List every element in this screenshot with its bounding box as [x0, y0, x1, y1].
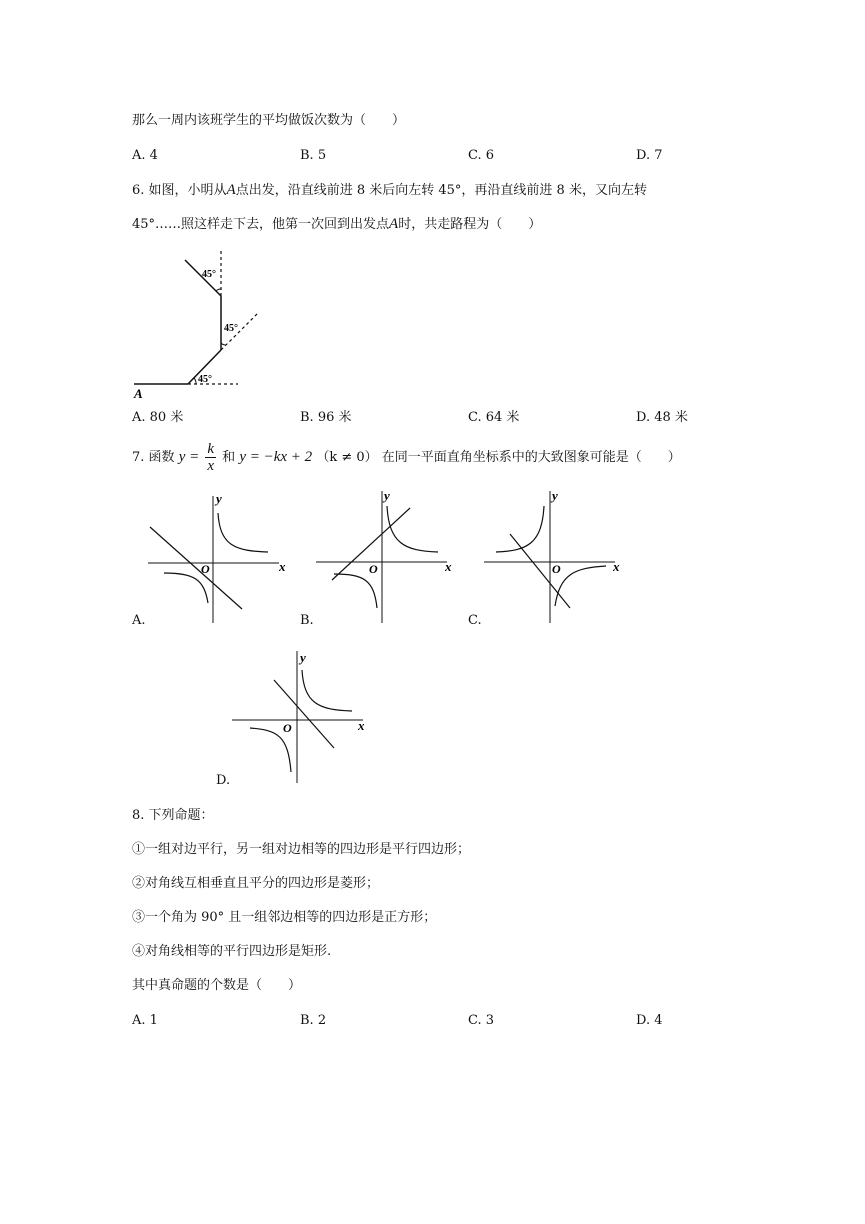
- q6-path-figure: [130, 245, 270, 403]
- q6-point-a-2: A: [389, 216, 399, 232]
- q8-prop-4: ④对角线相等的平行四边形是矩形.: [132, 944, 332, 959]
- q6-start-label: A: [134, 386, 143, 401]
- q6-option-d: D. 48 米: [636, 410, 688, 425]
- q8-question: 其中真命题的个数是（ ）: [132, 978, 302, 993]
- q8-option-b: B. 2: [300, 1013, 327, 1028]
- q7-linear: y = −kx + 2: [239, 449, 313, 465]
- q6-angle-label-1: 45°: [198, 374, 212, 385]
- q8-option-a: A. 1: [132, 1013, 158, 1028]
- q7-prefix: 7. 函数: [132, 450, 175, 465]
- q5-option-a: A. 4: [132, 148, 158, 163]
- q8-option-c: C. 3: [468, 1013, 495, 1028]
- q7-c-origin-label: O: [552, 562, 561, 576]
- q6-point-a: A: [226, 182, 236, 198]
- q6-stem-line2: [132, 214, 541, 235]
- q6-text-c: 45°……照这样走下去，他第一次回到出发点: [132, 217, 390, 232]
- q7-fraction: [205, 441, 216, 474]
- q7-frac-num: k: [207, 441, 215, 457]
- q6-option-b: B. 96 米: [300, 410, 352, 425]
- q7-option-b: B.: [300, 613, 314, 628]
- q7-y-eq: y =: [178, 449, 200, 465]
- q6-text-b: 点出发，沿直线前进 8 米后向左转 45°，再沿直线前进 8 米，又向左转: [235, 183, 647, 198]
- q7-graph-d: [230, 648, 375, 788]
- q7-a-x-label: x: [279, 559, 286, 574]
- q8-title: 8. 下列命题：: [132, 808, 214, 823]
- q7-and: 和: [222, 450, 236, 465]
- q6-angle-label-3: 45°: [202, 269, 216, 280]
- q7-graph-c: [482, 488, 627, 628]
- q7-a-origin-label: O: [201, 562, 210, 576]
- q5-option-d: D. 7: [636, 148, 663, 163]
- q7-b-origin-label: O: [369, 562, 378, 576]
- q6-stem-line1: [132, 180, 647, 201]
- q6-option-a: A. 80 米: [132, 410, 184, 425]
- q7-suffix: 在同一平面直角坐标系中的大致图象可能是（ ）: [381, 450, 681, 465]
- q5-option-b: B. 5: [300, 148, 327, 163]
- q7-b-x-label: x: [445, 559, 452, 574]
- q7-frac-den: x: [207, 458, 215, 474]
- q7-a-y-label: y: [216, 491, 222, 506]
- q7-b-y-label: y: [384, 488, 390, 503]
- q7-d-x-label: x: [358, 718, 365, 733]
- q7-c-y-label: y: [552, 488, 558, 503]
- q8-option-d: D. 4: [636, 1013, 663, 1028]
- q7-d-origin-label: O: [283, 721, 292, 735]
- q7-option-a: A.: [132, 613, 146, 628]
- q7-option-d: D.: [216, 773, 231, 788]
- q6-text-d: 时，共走路程为（ ）: [398, 217, 542, 232]
- q6-text-a: 6. 如图，小明从: [132, 183, 227, 198]
- q5-stem: 那么一周内该班学生的平均做饭次数为（ ）: [132, 113, 406, 128]
- q6-option-c: C. 64 米: [468, 410, 520, 425]
- q7-graph-a: [146, 493, 291, 628]
- q6-angle-label-2: 45°: [224, 323, 238, 334]
- q8-prop-3: ③一个角为 90° 且一组邻边相等的四边形是正方形；: [132, 910, 437, 925]
- q7-c-x-label: x: [613, 559, 620, 574]
- q8-prop-2: ②对角线互相垂直且平分的四边形是菱形；: [132, 876, 380, 891]
- q5-option-c: C. 6: [468, 148, 495, 163]
- q7-option-c: C.: [468, 613, 482, 628]
- q7-graph-b: [314, 488, 459, 628]
- q8-prop-1: ①一组对边平行，另一组对边相等的四边形是平行四边形；: [132, 842, 471, 857]
- q7-d-y-label: y: [300, 650, 306, 665]
- q7-stem: [132, 437, 681, 478]
- q7-cond: （k ≠ 0）: [316, 450, 378, 465]
